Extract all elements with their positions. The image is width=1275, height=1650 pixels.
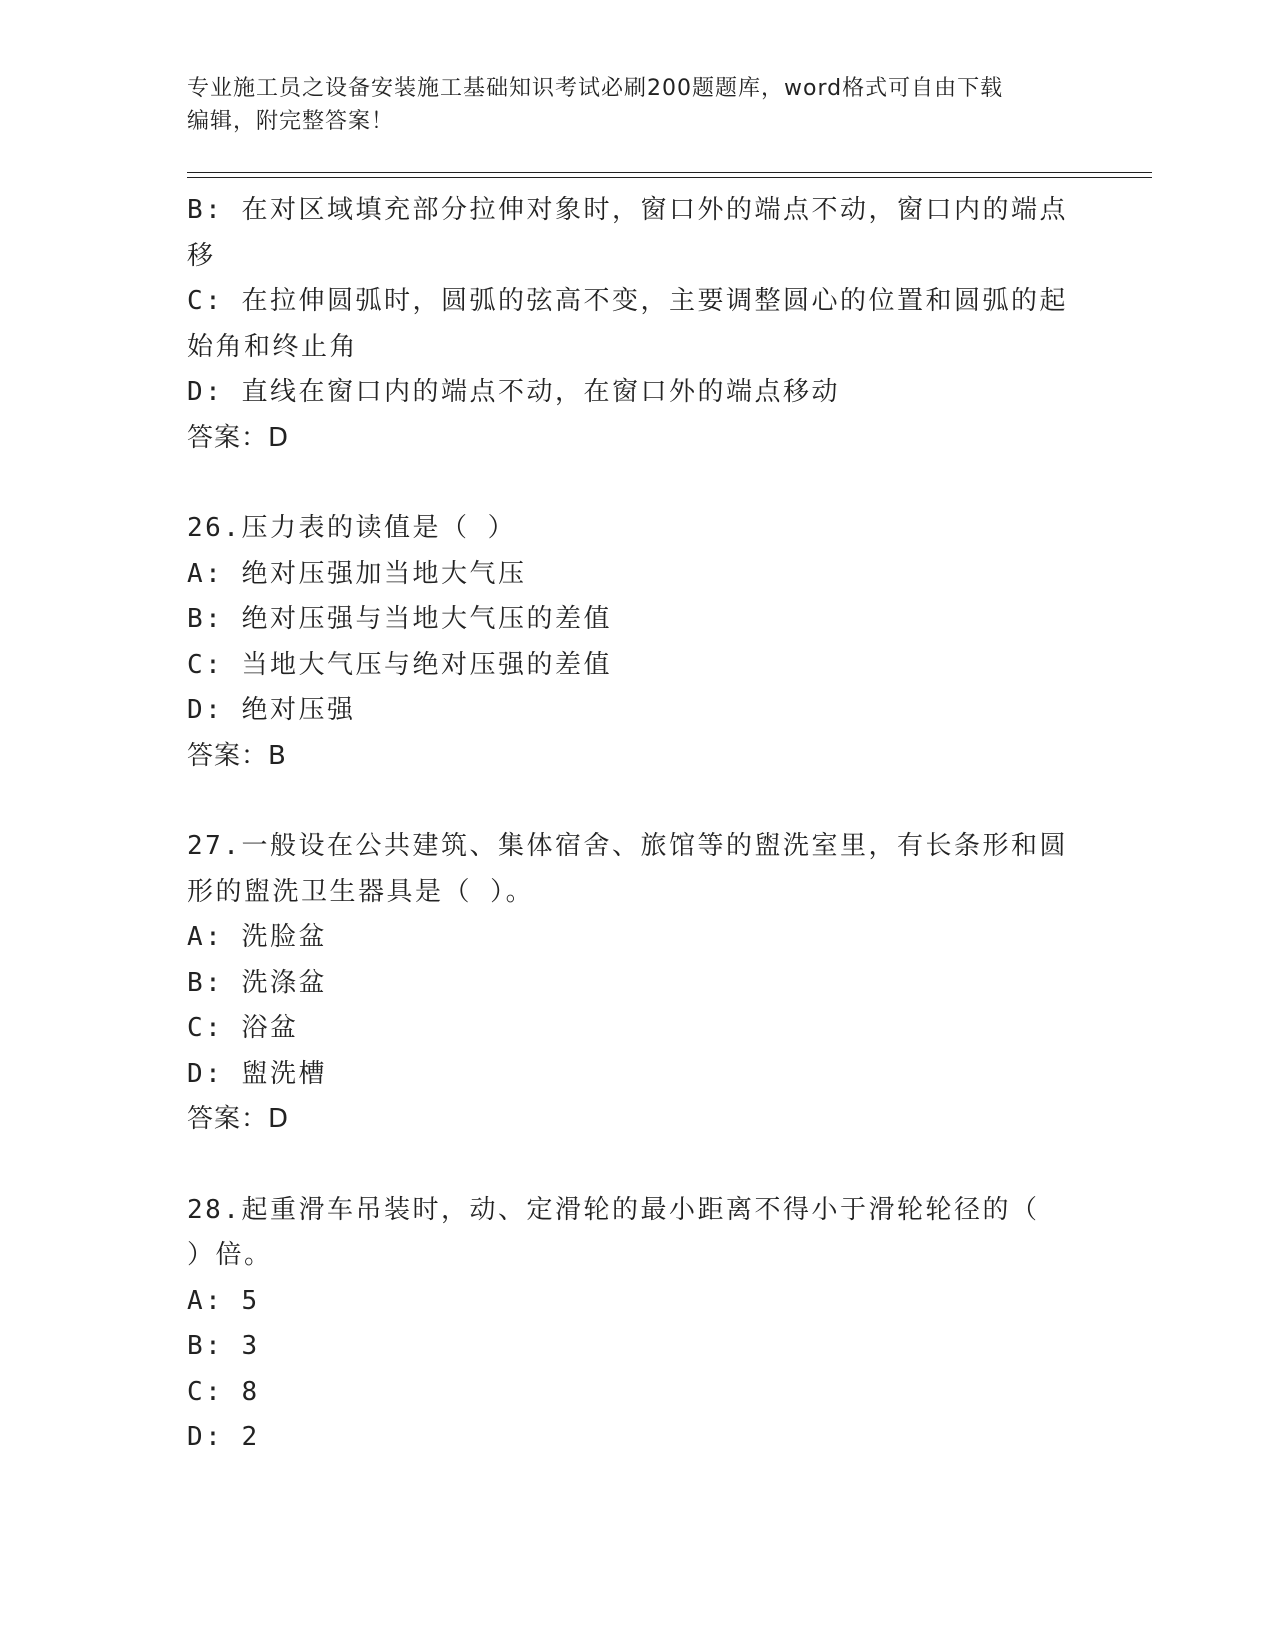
option-b-line-2: 移 bbox=[187, 240, 216, 271]
option-c-line-2: 始角和终止角 bbox=[187, 331, 359, 362]
option-a: A: 5 bbox=[187, 1285, 260, 1316]
answer-line: 答案：B bbox=[187, 740, 287, 771]
question-text-line-1: 27.一般设在公共建筑、集体宿舍、旅馆等的盥洗室里，有长条形和圆 bbox=[187, 831, 1068, 861]
option-b: B: 绝对压强与当地大气压的差值 bbox=[187, 604, 612, 634]
option-b: B: 洗涤盆 bbox=[187, 967, 327, 998]
question-block-26 bbox=[187, 506, 1087, 779]
header-title-line-2: 编辑，附完整答案！ bbox=[187, 109, 395, 134]
option-a: A: 洗脸盆 bbox=[187, 922, 327, 952]
document-header bbox=[187, 72, 1087, 138]
question-text-line-2: ）倍。 bbox=[187, 1240, 273, 1270]
answer-line: 答案：D bbox=[187, 1104, 290, 1134]
option-d: D: 直线在窗口内的端点不动，在窗口外的端点移动 bbox=[187, 377, 840, 407]
question-content bbox=[187, 188, 1087, 1461]
answer-line: 答案：D bbox=[187, 422, 290, 453]
option-c-line-1: C: 在拉伸圆弧时，圆弧的弦高不变，主要调整圆心的位置和圆弧的起 bbox=[187, 286, 1068, 316]
option-b-line-1: B: 在对区域填充部分拉伸对象时，窗口外的端点不动，窗口内的端点 bbox=[187, 195, 1068, 225]
option-a: A: 绝对压强加当地大气压 bbox=[187, 558, 527, 589]
question-block-28 bbox=[187, 1188, 1087, 1461]
question-block-27 bbox=[187, 824, 1087, 1143]
question-text-line-2: 形的盥洗卫生器具是（ ）。 bbox=[187, 876, 535, 907]
header-rule-top bbox=[187, 172, 1152, 173]
option-d: D: 绝对压强 bbox=[187, 695, 356, 725]
option-b: B: 3 bbox=[187, 1331, 260, 1361]
question-block-25 bbox=[187, 188, 1087, 461]
header-rule-bottom bbox=[187, 177, 1152, 178]
option-d: D: 盥洗槽 bbox=[187, 1058, 327, 1089]
option-c: C: 浴盆 bbox=[187, 1013, 299, 1043]
option-d: D: 2 bbox=[187, 1422, 260, 1452]
header-title-line-1: 专业施工员之设备安装施工基础知识考试必刷200题题库，word格式可自由下载 bbox=[187, 76, 1004, 101]
option-c: C: 8 bbox=[187, 1376, 260, 1407]
question-text: 26.压力表的读值是（ ） bbox=[187, 513, 517, 543]
option-c: C: 当地大气压与绝对压强的差值 bbox=[187, 649, 612, 680]
question-text-line-1: 28.起重滑车吊装时，动、定滑轮的最小距离不得小于滑轮轮径的（ bbox=[187, 1194, 1040, 1225]
